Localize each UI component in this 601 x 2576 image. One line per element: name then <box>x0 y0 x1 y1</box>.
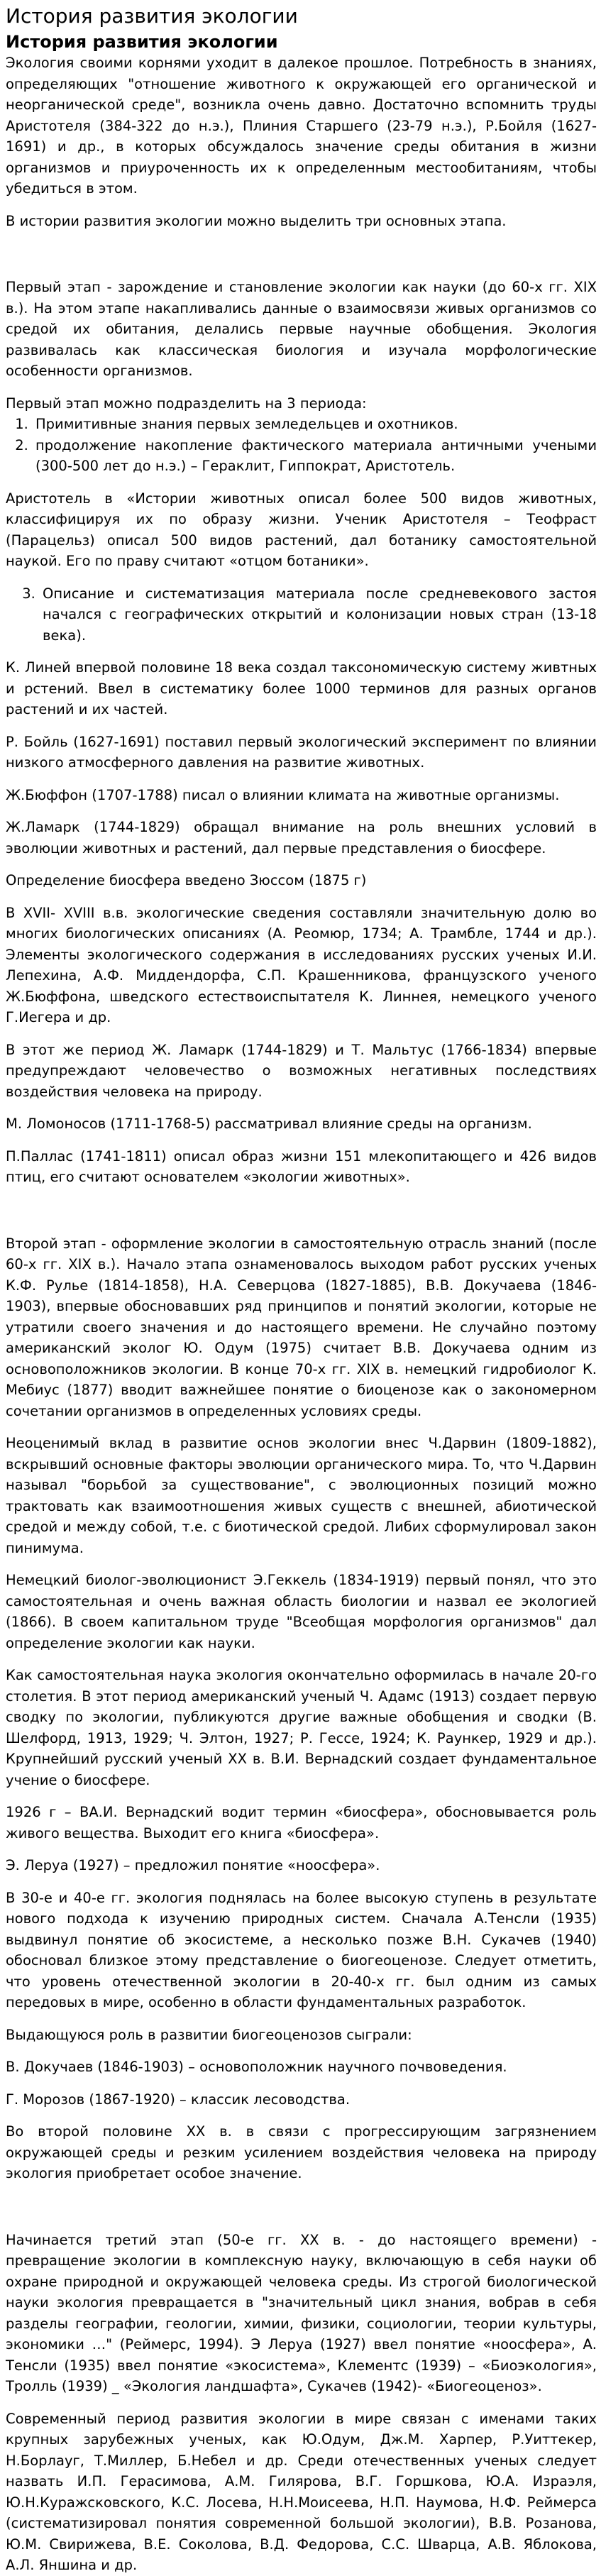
paragraph: К. Линей впервой половине 18 века создал таксономическую систему живтных и рстений. Ввел в систематику более 1000 терминов для разных органов растений и их частей. <box>6 659 597 717</box>
paragraph: Как самостоятельная наука экология окончательно оформилась в начале 20-го столетия. В этот период американский ученый Ч. Адамс (1913) создает первую сводку по экологии, публикуются другие важные обобщения и сводки (В. Шелфорд, 1913, 1929; Ч. Элтон, 1927; Р. Гессе, 1924; К. Раункер, 1929 и др.). Крупнейший русский ученый ХХ в. В.И. Вернадский создает фундаментальное учение о биосфере. <box>6 1667 597 1788</box>
aristotle-paragraph: Аристотель в «Истории животных описал более 500 видов животных, классифицируя их по образу жизни. Ученик Аристотеля – Теофраст (Парацельз) описал 500 видов растений, дал ботанику самостоятельной наукой. Его по праву считают «отцом ботаники». <box>6 490 597 569</box>
paragraph: Выдающуюся роль в развитии биогеоценозов сыграли: <box>6 2026 412 2043</box>
paragraph: Г. Морозов (1867-1920) – классик лесоводства. <box>6 2091 351 2108</box>
paragraph: Э. Леруа (1927) – предложил понятие «ноосфера». <box>6 1857 380 1873</box>
paragraph: В 30-е и 40-е гг. экология поднялась на более высокую ступень в результате нового подхода к изучению природных систем. Сначала А.Тенсли (1935) выдвинул понятие об экосистеме, а несколько позже В.Н. Сукачев (1940) обосновал близкое этому представление о биогеоценозе. Следует отметить, что уровень отечественной экологии в 20-40-х гг. был одним из самых передовых в мире, особенно в области фундаментальных разработок. <box>6 1889 597 2010</box>
page-title: История развития экологии <box>6 4 298 28</box>
paragraph: Современный период развития экологии в мире связан с именами таких крупных зарубежных ученых, как Ю.Одум, Дж.М. Харпер, Р.Уиттекер, Н.Борлауг, Т.Миллер, Б.Небел и др. Среди отечественных ученых следует назвать И.П. Герасимова, А.М. Гилярова, В.Г. Горшкова, Ю.А. Израэля, Ю.Н.Куражсковского, К.С. Лосева, Н.Н.Моисеева, Н.П. Наумова, Н.Ф. Реймерса (систематизировал понятия современной большой экологии), В.В. Розанова, Ю.М. Свирижева, В.Е. Соколова, В.Д. Федорова, С.С. Шварца, А.В. Яблокова, А.Л. Яншина и др. <box>6 2410 597 2573</box>
section-gap <box>6 2196 597 2230</box>
section-gap <box>6 243 597 277</box>
intro-paragraph: Экология своими корнями уходит в далекое прошлое. Потребность в знаниях, определяющих "отношение животного к окружающей его органической и неорганической среде", возникла очень давно. Достаточно вспомнить труды Аристотеля (384-322 до н.э.), Плиния Старшего (23-79 н.э.), Р.Бойля (1627-1691) и др., в которых обсуждалось значение среды обитания в жизни организмов и приуроченность их к определенным местообитаниям, чтобы убедиться в этом. <box>6 55 597 197</box>
paragraph: В XVII- XVIII в.в. экологические сведения составляли значительную долю во многих биологических описаниях (А. Реомюр, 1734; А. Трамбле, 1744 и др.). Элементы экологического содержания в исследованиях русских ученых И.И. Лепехина, А.Ф. Миддендорфа, С.П. Крашенникова, французского ученого Ж.Бюффона, шведского естествоиспытателя К. Линнея, немецкого ученого Г.Иегера и др. <box>6 904 597 1025</box>
paragraph: В этот же период Ж. Ламарк (1744-1829) и Т. Мальтус (1766-1834) впервые предупреждают человечество о возможных негативных последствиях воздействия человека на природу. <box>6 1041 597 1100</box>
list-item: 1. Примитивные знания первых земледельцев и охотников. <box>33 414 597 435</box>
section-gap <box>6 1199 597 1233</box>
stages-intro-paragraph: В истории развития экологии можно выделить три основных этапа. <box>6 212 507 229</box>
document-heading: История развития экологии <box>6 32 278 52</box>
paragraph: П.Паллас (1741-1811) описал образ жизни 151 млекопитающего и 426 видов птиц, его считают основателем «экологии животных». <box>6 1147 597 1185</box>
stage1-intro-paragraph: Первый этап - зарождение и становление экологии как науки (до 60-х гг. XIX в.). На этом этапе накапливались данные о взаимосвязи живых организмов со средой их обитания, делались первые научные обобщения. Экология развивалась как классическая биология и изучала морфологические особенности организмов. <box>6 279 597 379</box>
paragraph: Во второй половине ХХ в. в связи с прогрессирующим загрязнением окружающей среды и резким усилением воздействия человека на природу экология приобретает особое значение. <box>6 2123 597 2181</box>
paragraph: Немецкий биолог-эволюционист Э.Геккель (1834-1919) первый понял, что это самостоятельная и очень важная область биологии и назвал ее экологией (1866). В своем капитальном труде "Всеобщая морфология организмов" дал определение экологии как науки. <box>6 1572 597 1651</box>
list-item: 3. Описание и систематизация материала после средневекового застоя начался с географических открытий и колонизации новых стран (13-18 века). <box>40 583 597 646</box>
periods-intro-paragraph: Первый этап можно подразделить на 3 периода: <box>6 395 367 412</box>
paragraph: В. Докучаев (1846-1903) – основоположник научного почвоведения. <box>6 2059 507 2075</box>
list-item: 2. продолжение накопление фактического материала античными учеными (300-500 лет до н.э.) – Гераклит, Гиппократ, Аристотель. <box>33 435 597 477</box>
paragraph: Неоценимый вклад в развитие основ экологии внес Ч.Дарвин (1809-1882), вскрывший основные факторы эволюции органического мира. То, что Ч.Дарвин называл "борьбой за существование", с эволюционных позиций можно трактовать как взаимоотношения живых существ с внешней, абиотической средой и между собой, т.е. с биотической средой. Либих сформулировал закон пинимума. <box>6 1435 597 1556</box>
paragraph: 1926 г – ВА.И. Вернадский водит термин «биосфера», обосновывается роль живого вещества. Выходит его книга «биосфера». <box>6 1804 597 1842</box>
periods-list <box>6 414 597 477</box>
paragraph: Ж.Бюффон (1707-1788) писал о влиянии климата на животные организмы. <box>6 786 560 803</box>
paragraph: М. Ломоносов (1711-1768-5) рассматривал влияние среды на организм. <box>6 1116 532 1132</box>
paragraph: Ж.Ламарк (1744-1829) обращал внимание на роль внешних условий в эволюции животных и растений, дал первые представления о биосфере. <box>6 819 597 857</box>
paragraph: Р. Бойль (1627-1691) поставил первый экологический эксперимент по влиянии низкого атмосферного давления на развитие животных. <box>6 733 597 771</box>
periods-list-continued <box>6 583 597 646</box>
paragraph: Второй этап - оформление экологии в самостоятельную отрасль знаний (после 60-х гг. XIX в.). Начало этапа ознаменовалось выходом работ русских ученых К.Ф. Рулье (1814-1858), Н.А. Северцова (1827-1885), В.В. Докучаева (1846-1903), впервые обосновавших ряд принципов и понятий экологии, которые не утратили своего значения и до настоящего времени. Не случайно поэтому американский эколог Ю. Одум (1975) считает В.В. Докучаева одним из основоположников экологии. В конце 70-х гг. XIX в. немецкий гидробиолог К. Мебиус (1877) вводит важнейшее понятие о биоценозе как о закономерном сочетании организмов в определенных условиях среды. <box>6 1235 597 1419</box>
paragraph: Определение биосфера введено Зюссом (1875 г) <box>6 872 367 888</box>
paragraph: Начинается третий этап (50-е гг. ХХ в. - до настоящего времени) - превращение экологии в комплексную науку, включающую в себя науки об охране природной и окружающей человека среды. Из строгой биологической науки экология превращается в "значительный цикл знания, вобрав в себя разделы географии, геологии, химии, физики, социологии, теории культуры, экономики …" (Реймерс, 1994). Э Леруа (1927) ввел понятие «ноосфера», А. Тенсли (1935) ввел понятие «экосистема», Клементс (1939) – «Биоэкология», Тролль (1939) _ «Экология ландшафта», Сукачев (1942)- «Биогеоценоз». <box>6 2231 597 2394</box>
